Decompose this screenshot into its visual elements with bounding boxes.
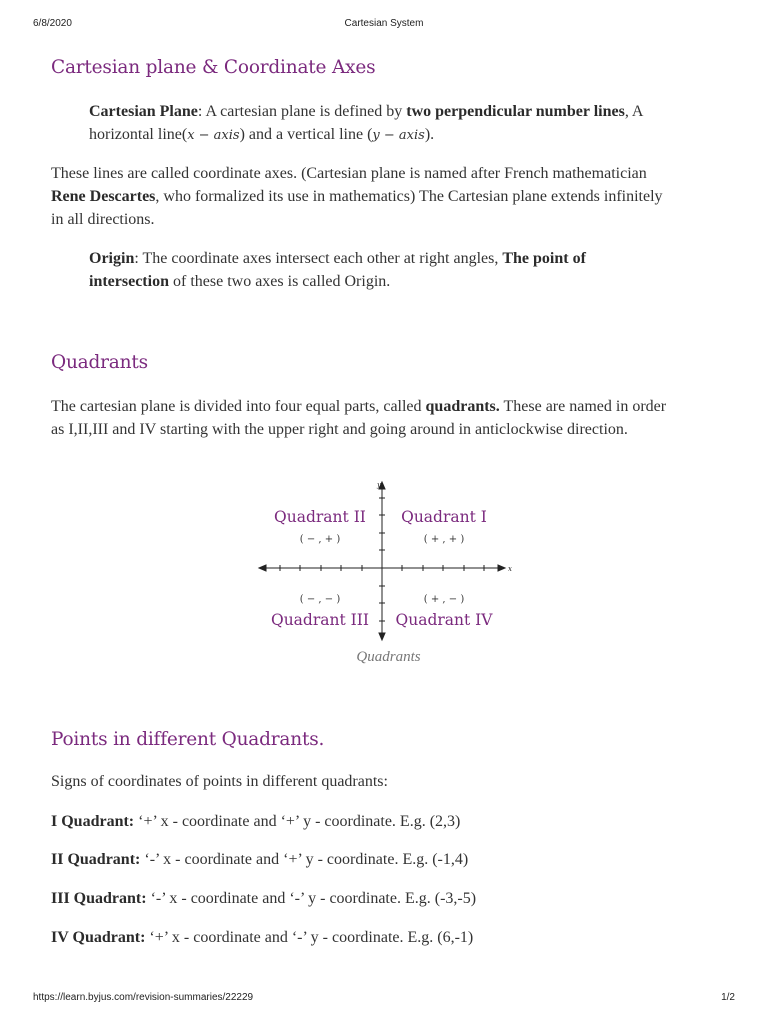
quadrant-2-sign: ( − , + ): [299, 534, 341, 545]
quadrant-1-item-label: I Quadrant:: [51, 813, 135, 830]
figure-caption: Quadrants: [356, 649, 421, 665]
quadrant-1-label: Quadrant I: [401, 508, 487, 526]
quadrant-3-item-label: III Quadrant:: [51, 890, 147, 907]
page-number: 1/2: [721, 992, 735, 1003]
y-axis-label: y: [377, 481, 381, 489]
quadrant-1-sign: ( + , + ): [423, 534, 465, 545]
quadrant-2-item-label: II Quadrant:: [51, 851, 141, 868]
quadrants-figure: [256, 478, 516, 646]
section-heading-cartesian-plane: Cartesian plane & Coordinate Axes: [51, 57, 376, 78]
term-origin: Origin: [89, 250, 135, 267]
section-heading-quadrants: Quadrants: [51, 352, 148, 373]
term-quadrants: quadrants.: [425, 398, 500, 415]
quadrant-3-sign: ( − , − ): [299, 594, 341, 605]
quadrant-3-label: Quadrant III: [270, 611, 370, 629]
coordinate-axes-paragraph: These lines are called coordinate axes. (Cartesian plane is named after French mathematician Rene Descartes, who formalized its use in mathematics) The Cartesian plane extends infinitely in all directions.: [51, 165, 663, 228]
quadrant-3-item: III Quadrant: ‘-’ x - coordinate and ‘-’ y - coordinate. E.g. (-3,-5): [51, 890, 477, 907]
y-axis-down-arrow: [379, 633, 385, 640]
origin-definition: Origin: The coordinate axes intersect each other at right angles, The point of intersection of these two axes is called Origin.: [89, 250, 586, 290]
points-intro: Signs of coordinates of points in different quadrants:: [51, 773, 388, 790]
quadrants-diagram: [256, 478, 516, 646]
quadrant-4-item-label: IV Quadrant:: [51, 929, 146, 946]
quadrant-1-item: I Quadrant: ‘+’ x - coordinate and ‘+’ y - coordinate. E.g. (2,3): [51, 813, 461, 830]
quadrant-2-item: II Quadrant: ‘-’ x - coordinate and ‘+’ y - coordinate. E.g. (-1,4): [51, 851, 469, 868]
math-x-axis: x − axis: [187, 128, 240, 143]
emphasis-perpendicular-lines: two perpendicular number lines: [406, 103, 625, 120]
term-cartesian-plane: Cartesian Plane: [89, 103, 198, 120]
x-axis-right-arrow: [498, 565, 505, 571]
page-url[interactable]: https://learn.byjus.com/revision-summaries/22229: [33, 992, 254, 1003]
print-date: 6/8/2020: [33, 18, 72, 29]
math-y-axis: y − axis: [372, 128, 425, 143]
x-axis-label: x: [508, 565, 512, 573]
print-header: [33, 18, 735, 32]
print-title: Cartesian System: [344, 18, 424, 29]
quadrants-paragraph: The cartesian plane is divided into four equal parts, called quadrants. These are named in order as I,II,III and IV starting with the upper right and going around in anticlockwise direction.: [51, 398, 667, 438]
quadrant-4-label: Quadrant IV: [395, 611, 493, 629]
quadrant-4-sign: ( + , − ): [423, 594, 465, 605]
section-heading-points: Points in different Quadrants.: [51, 729, 325, 750]
print-footer: [33, 992, 735, 1006]
name-rene-descartes: Rene Descartes: [51, 188, 156, 205]
quadrant-4-item: IV Quadrant: ‘+’ x - coordinate and ‘-’ y - coordinate. E.g. (6,-1): [51, 929, 474, 946]
cartesian-plane-definition: Cartesian Plane: A cartesian plane is defined by two perpendicular number lines, A horizontal line(x − axis) and a vertical line (y − axis).: [89, 103, 644, 143]
x-axis-left-arrow: [259, 565, 266, 571]
quadrant-2-label: Quadrant II: [274, 508, 366, 526]
